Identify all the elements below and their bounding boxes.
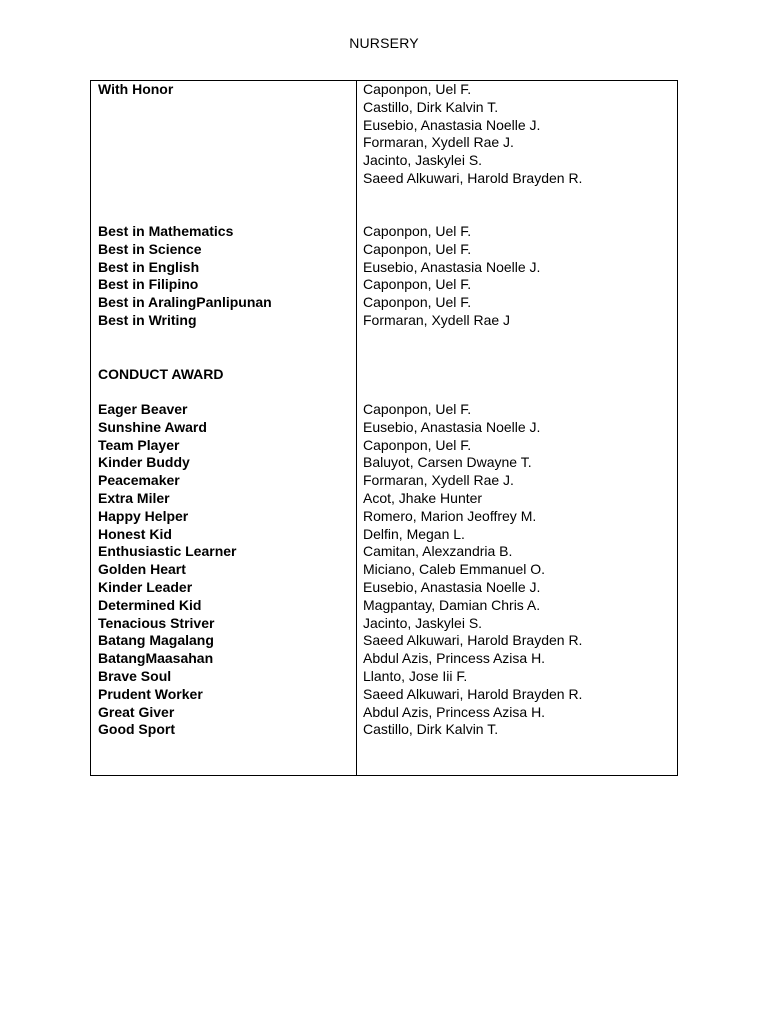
- honor-name: Caponpon, Uel F.: [363, 81, 472, 97]
- honor-name: Formaran, Xydell Rae J.: [363, 134, 514, 151]
- conduct-award-label: Batang Magalang: [98, 632, 214, 649]
- conduct-award-label: Kinder Leader: [98, 579, 193, 595]
- conduct-award-recipient: Saeed Alkuwari, Harold Brayden R.: [363, 632, 583, 649]
- subject-award-recipient: Caponpon, Uel F.: [363, 294, 472, 311]
- conduct-award-label: Sunshine Award: [98, 418, 207, 435]
- conduct-award-recipient: Romero, Marion Jeoffrey M.: [363, 507, 537, 524]
- conduct-award-label: Extra Miler: [98, 490, 170, 506]
- conduct-award-label: Eager Beaver: [98, 401, 188, 417]
- conduct-award-recipient: Castillo, Dirk Kalvin T.: [363, 721, 499, 738]
- awards-table: [90, 80, 678, 776]
- column-divider: [356, 81, 357, 775]
- subject-award-recipient: Caponpon, Uel F.: [363, 223, 472, 239]
- conduct-award-label: Prudent Worker: [98, 685, 203, 702]
- conduct-award-label: Honest Kid: [98, 525, 172, 542]
- conduct-award-recipient: Miciano, Caleb Emmanuel O.: [363, 561, 546, 578]
- subject-award-recipient: Caponpon, Uel F.: [363, 276, 472, 293]
- conduct-award-heading: CONDUCT AWARD: [98, 366, 224, 382]
- conduct-award-label: Great Giver: [98, 703, 175, 720]
- conduct-award-recipient: Llanto, Jose Iii F.: [363, 668, 468, 684]
- honor-name: Castillo, Dirk Kalvin T.: [363, 98, 499, 115]
- conduct-award-recipient: Caponpon, Uel F.: [363, 436, 472, 453]
- subject-award-label: Best in AralingPanlipunan: [98, 294, 272, 311]
- conduct-award-label: Peacemaker: [98, 472, 180, 489]
- conduct-award-label: Golden Heart: [98, 561, 186, 578]
- subject-award-recipient: Eusebio, Anastasia Noelle J.: [363, 258, 541, 275]
- page-title: NURSERY: [349, 35, 419, 51]
- conduct-award-recipient: Acot, Jhake Hunter: [363, 490, 483, 506]
- honor-name: Eusebio, Anastasia Noelle J.: [363, 116, 541, 133]
- subject-award-label: Best in Mathematics: [98, 223, 234, 239]
- subject-award-label: Best in Science: [98, 240, 202, 257]
- subject-award-label: Best in English: [98, 258, 200, 275]
- subject-award-recipient: Caponpon, Uel F.: [363, 240, 472, 257]
- conduct-award-recipient: Magpantay, Damian Chris A.: [363, 596, 541, 613]
- conduct-award-label: Good Sport: [98, 721, 175, 738]
- conduct-award-label: Determined Kid: [98, 596, 202, 613]
- honor-name: Jacinto, Jaskylei S.: [363, 152, 483, 169]
- conduct-award-recipient: Saeed Alkuwari, Harold Brayden R.: [363, 685, 583, 702]
- conduct-award-label: Kinder Buddy: [98, 454, 190, 471]
- conduct-award-recipient: Caponpon, Uel F.: [363, 401, 472, 417]
- honor-name: Saeed Alkuwari, Harold Brayden R.: [363, 170, 583, 186]
- conduct-award-label: BatangMaasahan: [98, 650, 214, 667]
- subject-award-recipient: Formaran, Xydell Rae J: [363, 312, 511, 328]
- conduct-award-label: Team Player: [98, 436, 180, 453]
- conduct-award-label: Enthusiastic Learner: [98, 543, 237, 560]
- subject-award-label: Best in Writing: [98, 312, 197, 328]
- conduct-award-recipient: Jacinto, Jaskylei S.: [363, 614, 483, 631]
- conduct-award-label: Happy Helper: [98, 507, 189, 524]
- with-honor-label: With Honor: [98, 81, 174, 97]
- conduct-award-label: Brave Soul: [98, 668, 172, 684]
- subject-award-label: Best in Filipino: [98, 276, 199, 293]
- conduct-award-recipient: Eusebio, Anastasia Noelle J.: [363, 418, 541, 435]
- conduct-award-recipient: Baluyot, Carsen Dwayne T.: [363, 454, 532, 471]
- conduct-award-recipient: Abdul Azis, Princess Azisa H.: [363, 650, 546, 667]
- conduct-award-recipient: Abdul Azis, Princess Azisa H.: [363, 703, 546, 720]
- conduct-award-recipient: Camitan, Alexzandria B.: [363, 543, 513, 560]
- conduct-award-recipient: Delfin, Megan L.: [363, 525, 465, 542]
- conduct-award-label: Tenacious Striver: [98, 614, 215, 631]
- conduct-award-recipient: Eusebio, Anastasia Noelle J.: [363, 579, 541, 595]
- conduct-award-recipient: Formaran, Xydell Rae J.: [363, 472, 514, 489]
